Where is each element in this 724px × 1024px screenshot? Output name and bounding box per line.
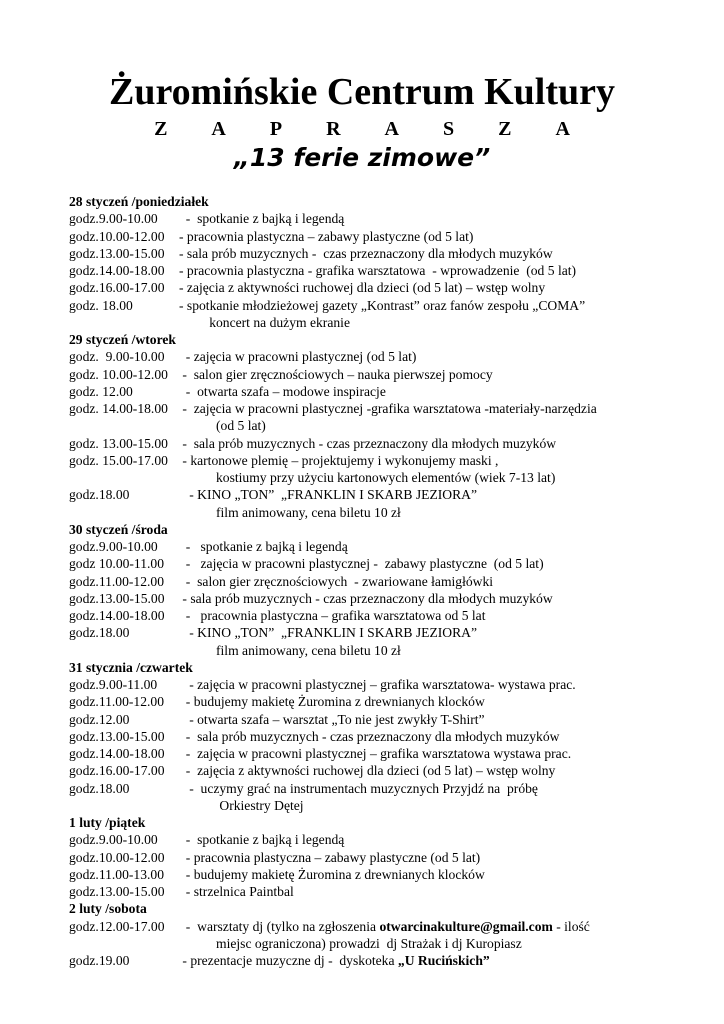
time-slot: godz. 10.00-12.00 [69, 366, 168, 382]
schedule-row [69, 745, 709, 762]
time-slot: godz.14.00-18.00 [69, 746, 165, 761]
schedule-continuation [69, 469, 709, 486]
activity-description: Orkiestry Dętej [199, 797, 304, 813]
schedule-row [69, 245, 709, 262]
day-heading: 31 stycznia /czwartek [69, 659, 193, 675]
activity-description: - pracownia plastyczna – grafika warsztatowa od 5 lat [179, 608, 486, 623]
time-slot: godz.11.00-12.00 [69, 573, 165, 589]
activity-description: - otwarta szafa – warsztat „To nie jest zwykły T-Shirt” [179, 711, 485, 727]
activity-description: - budujemy makietę Żuromina z drewnianych klocków [179, 866, 485, 882]
time-slot: godz.18.00 [69, 625, 130, 641]
time-slot: godz. 9.00-10.00 [69, 349, 165, 365]
activity-description: - zajęcia w pracowni plastycznej – grafika warsztatowa wystawa prac. [179, 746, 572, 761]
activity-description: - sala prób muzycznych - czas przeznaczony dla młodych muzyków [179, 590, 553, 606]
day-heading: 29 styczeń /wtorek [69, 332, 176, 347]
activity-description: - pracownia plastyczna – zabawy plastyczne (od 5 lat) [179, 849, 481, 865]
schedule-row [69, 348, 709, 365]
activity-description: - spotkanie młodzieżowej gazety „Kontrast” oraz fanów zespołu „COMA” [179, 297, 586, 313]
activity-description: kostiumy przy użyciu kartonowych elementów (wiek 7-13 lat) [199, 470, 556, 485]
activity-description: - spotkanie z bajką i legendą [179, 539, 348, 554]
schedule-continuation [69, 797, 709, 814]
schedule-row [69, 762, 709, 779]
day-heading: 28 styczeń /poniedziałek [69, 194, 209, 209]
activity-description: miejsc ograniczona) prowadzi dj Strażak i dj Kuropiasz [199, 935, 522, 951]
activity-description: - spotkanie z bajką i legendą [179, 211, 345, 227]
activity-description: - sala prób muzycznych - czas przeznaczony dla młodych muzyków [179, 435, 557, 451]
schedule-row [69, 780, 709, 797]
time-slot: godz.14.00-18.00 [69, 263, 165, 278]
activity-description: - zajęcia w pracowni plastycznej - zabawy plastyczne (od 5 lat) [179, 556, 544, 572]
time-slot: godz.10.00-12.00 [69, 228, 165, 244]
schedule [69, 193, 709, 969]
activity-description: - zajęcia w pracowni plastycznej – grafika warsztatowa- wystawa prac. [179, 677, 576, 692]
schedule-continuation [69, 935, 709, 952]
activity-description: - otwarta szafa – modowe inspiracje [179, 383, 386, 399]
schedule-row [69, 400, 709, 417]
time-slot: godz.12.00 [69, 711, 130, 727]
schedule-row [69, 573, 709, 590]
time-slot: godz. 15.00-17.00 [69, 452, 168, 468]
schedule-row [69, 297, 709, 314]
schedule-row [69, 210, 709, 227]
time-slot: godz.12.00-17.00 [69, 918, 165, 934]
schedule-row [69, 538, 709, 555]
subtitle-letter: Z [154, 118, 168, 140]
activity-description: film animowany, cena biletu 10 zł [199, 504, 401, 520]
schedule-row [69, 676, 709, 693]
schedule-row [69, 831, 709, 848]
venue-name: „U Rucińskich” [397, 953, 490, 968]
schedule-continuation [69, 314, 709, 331]
activity-description: - KINO „TON” „FRANKLIN I SKARB JEZIORA” [179, 487, 478, 503]
activity-description-tail: - ilość [552, 918, 590, 934]
time-slot: godz.9.00-11.00 [69, 677, 158, 692]
subtitle-letter: A [211, 118, 226, 140]
schedule-row [69, 849, 709, 866]
activity-description: - spotkanie z bajką i legendą [179, 832, 345, 848]
time-slot: godz. 13.00-15.00 [69, 435, 168, 451]
schedule-row [69, 452, 709, 469]
time-slot: godz. 18.00 [69, 297, 133, 313]
time-slot: godz.18.00 [69, 780, 130, 796]
schedule-continuation [69, 642, 709, 659]
email-link[interactable]: otwarcinakulture@gmail.com [379, 918, 553, 934]
subtitle-letter: P [269, 118, 283, 140]
activity-description: - sala prób muzycznych - czas przeznaczony dla młodych muzyków [179, 245, 553, 261]
day-heading: 1 luty /piątek [69, 815, 146, 830]
activity-description: (od 5 lat) [199, 418, 266, 434]
schedule-row [69, 918, 709, 935]
time-slot: godz.13.00-15.00 [69, 590, 165, 606]
time-slot: godz 10.00-11.00 [69, 556, 165, 572]
activity-description: - sala prób muzycznych - czas przeznaczony dla młodych muzyków [179, 728, 560, 744]
time-slot: godz.19.00 [69, 953, 130, 968]
activity-description: - zajęcia z aktywności ruchowej dla dzieci (od 5 lat) – wstęp wolny [179, 280, 546, 296]
day-heading: 30 styczeń /środa [69, 521, 168, 537]
activity-description: - zajęcia w pracowni plastycznej -grafika warsztatowa -materiały-narzędzia [179, 401, 597, 416]
activity-description: - prezentacje muzyczne dj - dyskoteka [179, 953, 398, 968]
time-slot: godz.13.00-15.00 [69, 884, 165, 899]
subtitle-letter: S [443, 118, 455, 140]
activity-description: film animowany, cena biletu 10 zł [199, 642, 401, 658]
schedule-continuation [69, 504, 709, 521]
subtitle-invite [0, 117, 724, 141]
time-slot: godz.14.00-18.00 [69, 608, 165, 623]
activity-description: - kartonowe plemię – projektujemy i wykonujemy maski , [179, 452, 499, 468]
time-slot: godz.13.00-15.00 [69, 728, 165, 744]
schedule-row [69, 435, 709, 452]
schedule-row [69, 711, 709, 728]
activity-description: - budujemy makietę Żuromina z drewnianych klocków [179, 694, 485, 710]
activity-description: - KINO „TON” „FRANKLIN I SKARB JEZIORA” [179, 625, 478, 641]
day-heading: 2 luty /sobota [69, 901, 147, 917]
activity-description: koncert na dużym ekranie [199, 314, 350, 330]
time-slot: godz.9.00-10.00 [69, 211, 158, 227]
schedule-row [69, 279, 709, 296]
time-slot: godz.16.00-17.00 [69, 280, 165, 296]
schedule-row [69, 866, 709, 883]
event-headline: „13 ferie zimowe” [233, 143, 491, 172]
schedule-row [69, 624, 709, 641]
activity-description: - pracownia plastyczna - grafika warsztatowa - wprowadzenie (od 5 lat) [179, 263, 577, 278]
subtitle-letter: A [384, 118, 399, 140]
activity-description: - salon gier zręcznościowych - zwariowane łamigłówki [179, 573, 494, 589]
schedule-row [69, 366, 709, 383]
time-slot: godz.9.00-10.00 [69, 832, 158, 848]
activity-description: - strzelnica Paintbal [179, 884, 294, 899]
time-slot: godz.13.00-15.00 [69, 245, 165, 261]
activity-description: - zajęcia w pracowni plastycznej (od 5 lat) [179, 349, 417, 365]
schedule-continuation [69, 417, 709, 434]
schedule-row [69, 607, 709, 624]
activity-description: - uczymy grać na instrumentach muzycznych Przyjdź na próbę [179, 780, 538, 796]
schedule-row [69, 728, 709, 745]
activity-description: - warsztaty dj (tylko na zgłoszenia [179, 918, 380, 934]
subtitle-letter: A [555, 118, 570, 140]
schedule-row [69, 590, 709, 607]
time-slot: godz. 12.00 [69, 383, 133, 399]
time-slot: godz.16.00-17.00 [69, 763, 165, 779]
activity-description: - pracownia plastyczna – zabawy plastyczne (od 5 lat) [179, 228, 474, 244]
subtitle-letter: R [326, 118, 341, 140]
schedule-row [69, 883, 709, 900]
schedule-row [69, 228, 709, 245]
activity-description: - zajęcia z aktywności ruchowej dla dzieci (od 5 lat) – wstęp wolny [179, 763, 556, 779]
time-slot: godz.9.00-10.00 [69, 539, 158, 554]
time-slot: godz.11.00-12.00 [69, 694, 165, 710]
page-title: Żuromińskie Centrum Kultury [108, 71, 615, 113]
schedule-row [69, 383, 709, 400]
time-slot: godz.10.00-12.00 [69, 849, 165, 865]
schedule-row [69, 952, 709, 969]
subtitle-letter: Z [498, 118, 512, 140]
time-slot: godz.18.00 [69, 487, 130, 503]
schedule-row [69, 486, 709, 503]
time-slot: godz.11.00-13.00 [69, 866, 165, 882]
time-slot: godz. 14.00-18.00 [69, 401, 168, 416]
schedule-row [69, 262, 709, 279]
schedule-row [69, 693, 709, 710]
activity-description: - salon gier zręcznościowych – nauka pierwszej pomocy [179, 366, 493, 382]
schedule-row [69, 555, 709, 572]
